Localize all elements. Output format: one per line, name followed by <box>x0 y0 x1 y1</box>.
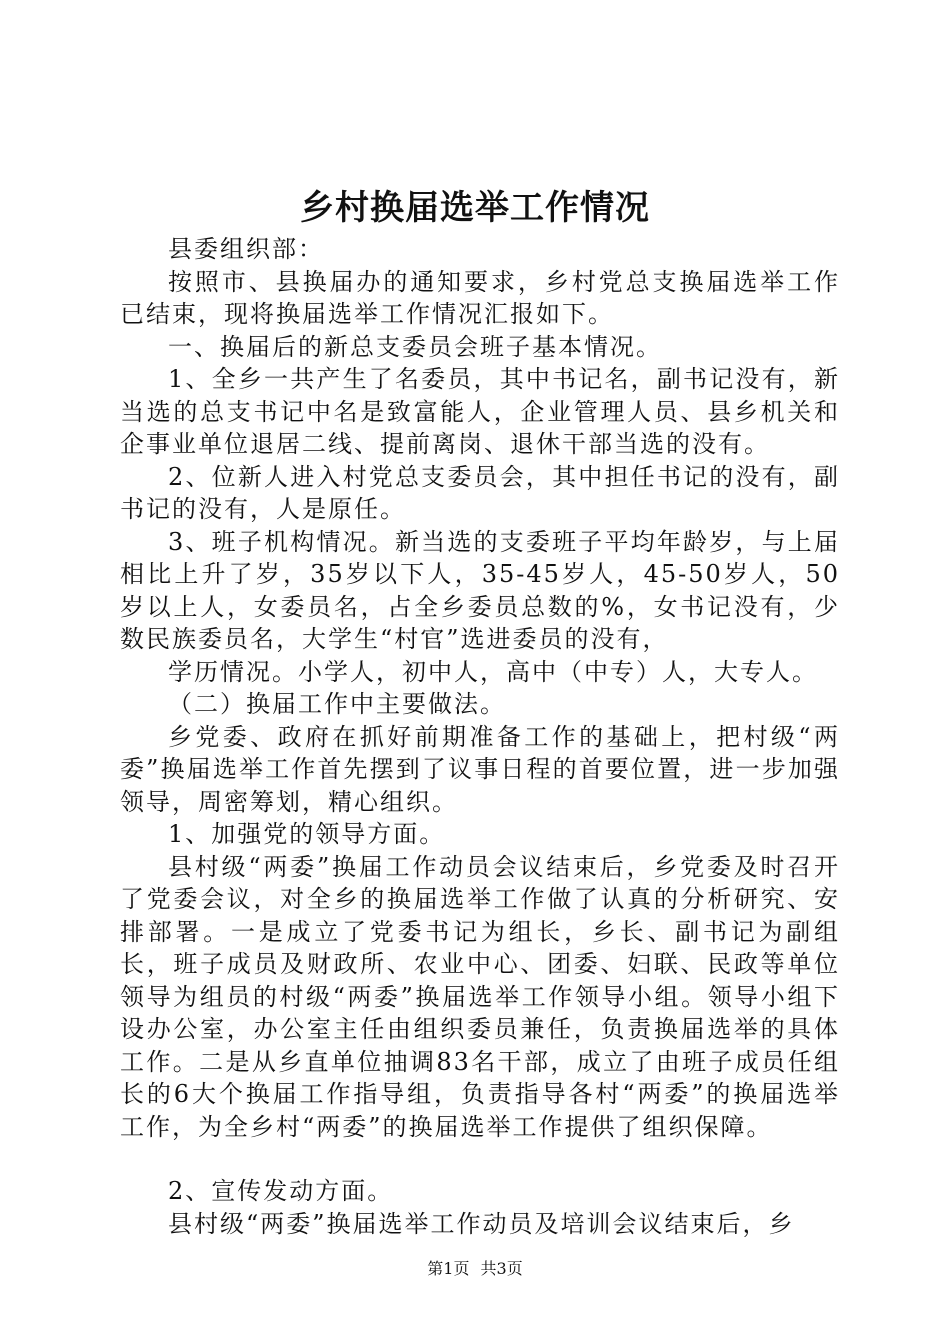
paragraph: 按照市、县换届办的通知要求，乡村党总支换届选举工作已结束，现将换届选举工作情况汇报如下。 <box>120 267 840 328</box>
document-body <box>120 233 840 1240</box>
subsection-heading: 2、宣传发动方面。 <box>168 1177 394 1205</box>
document-title: 乡村换届选举工作情况 <box>300 188 650 228</box>
subsection-heading: 1、加强党的领导方面。 <box>168 820 446 848</box>
paragraph: 3、班子机构情况。新当选的支委班子平均年龄岁，与上届相比上升了岁，35岁以下人，35-45岁人，45-50岁人，50岁以上人，女委员名，占全乡委员总数的%，女书记没有，少数民族委员名，大学生“村官”选进委员的没有， <box>120 527 840 653</box>
page-total: 共3页 <box>480 1259 523 1278</box>
paragraph: 学历情况。小学人，初中人，高中（中专）人，大专人。 <box>168 657 818 686</box>
page-number: 第1页 <box>427 1259 470 1278</box>
paragraph: 2、位新人进入村党总支委员会，其中担任书记的没有，副书记的没有，人是原任。 <box>120 462 840 523</box>
page-footer <box>0 1256 950 1279</box>
paragraph: 县村级“两委”换届选举工作动员及培训会议结束后，乡 <box>168 1209 795 1238</box>
section-heading: （二）换届工作中主要做法。 <box>168 690 506 718</box>
salutation: 县委组织部： <box>168 235 324 263</box>
paragraph: 乡党委、政府在抓好前期准备工作的基础上，把村级“两委”换届选举工作首先摆到了议事日程的首要位置，进一步加强领导，周密筹划，精心组织。 <box>120 722 840 816</box>
paragraph: 县村级“两委”换届工作动员会议结束后，乡党委及时召开了党委会议，对全乡的换届选举工作做了认真的分析研究、安排部署。一是成立了党委书记为组长，乡长、副书记为副组长，班子成员及财政所、农业中心、团委、妇联、民政等单位领导为组员的村级“两委”换届选举工作领导小组。领导小组下设办公室，办公室主任由组织委员兼任，负责换届选举的具体工作。二是从乡直单位抽调83名干部，成立了由班子成员任组长的6大个换届工作指导组，负责指导各村“两委”的换届选举工作，为全乡村“两委”的换届选举工作提供了组织保障。 <box>120 852 840 1141</box>
section-heading: 一、换届后的新总支委员会班子基本情况。 <box>168 332 662 361</box>
paragraph: 1、全乡一共产生了名委员，其中书记名，副书记没有，新当选的总支书记中名是致富能人，企业管理人员、县乡机关和企事业单位退居二线、提前离岗、退休干部当选的没有。 <box>120 365 840 458</box>
